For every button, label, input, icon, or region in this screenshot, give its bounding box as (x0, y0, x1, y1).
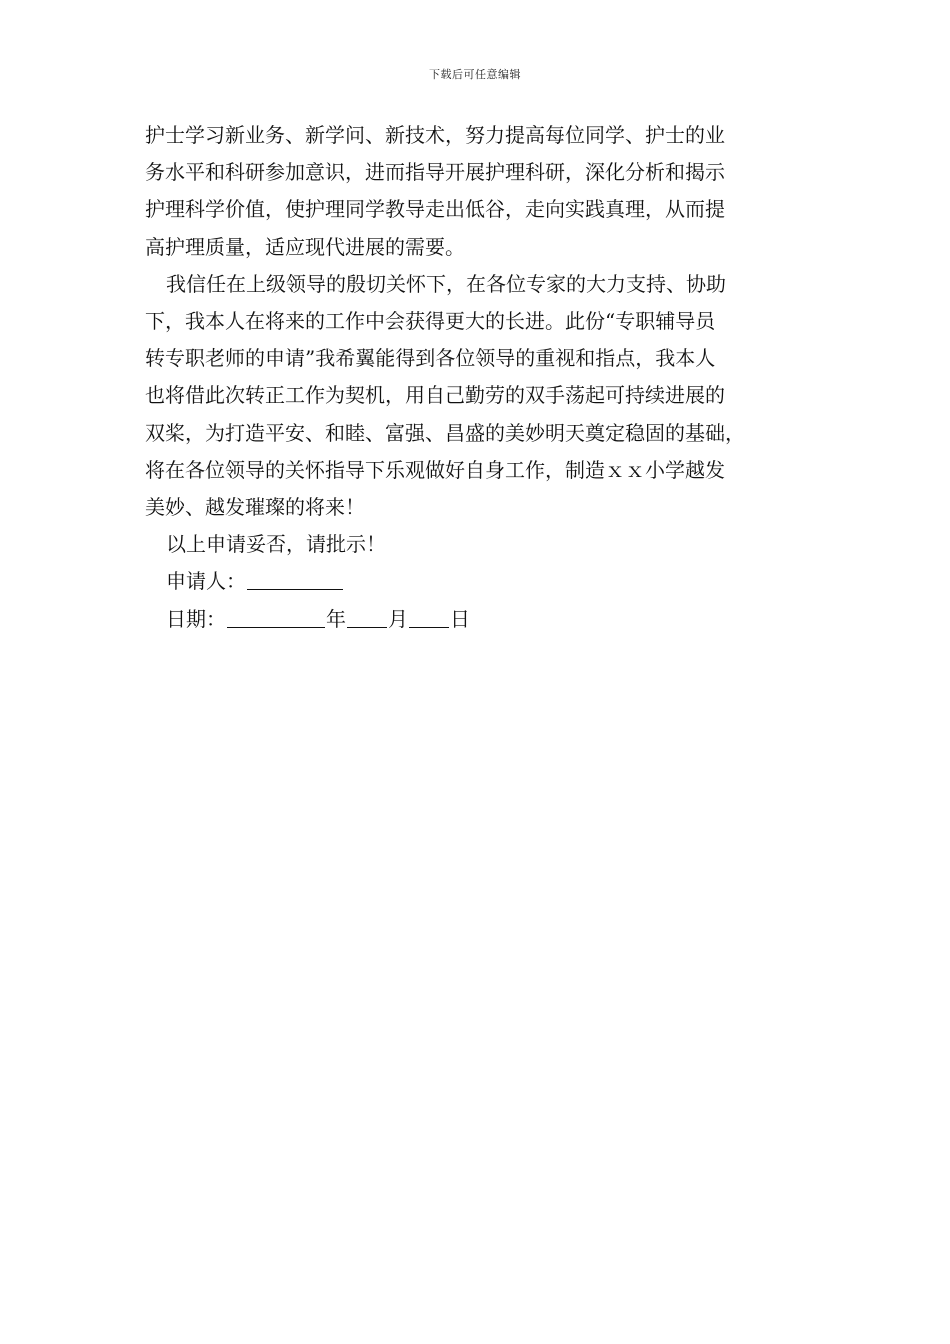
month-field[interactable] (347, 607, 387, 628)
applicant-name-field[interactable] (247, 569, 343, 590)
paragraph-1 (145, 117, 810, 266)
month-label: 月 (388, 606, 408, 631)
text-line: 务水平和科研参加意识，进而指导开展护理科研，深化分析和揭示 (145, 160, 725, 185)
text-line: 我信任在上级领导的殷切关怀下，在各位专家的大力支持、协助 (166, 271, 726, 296)
text-line: 双桨，为打造平安、和睦、富强、昌盛的美妙明天奠定稳固的基础， (145, 420, 745, 445)
text-line: 也将借此次转正工作为契机，用自己勤劳的双手荡起可持续进展的 (145, 383, 725, 408)
closing-line: 以上申请妥否，请批示！ (166, 532, 386, 557)
applicant-label: 申请人： (166, 569, 246, 594)
year-field[interactable] (227, 607, 325, 628)
date-label: 日期： (166, 606, 226, 631)
paragraph-2 (145, 266, 810, 526)
text-line: 转专职老师的申请”我希翼能得到各位领导的重视和指点，我本人 (145, 346, 716, 371)
date-line (145, 601, 810, 638)
text-line: 护士学习新业务、新学问、新技术，努力提高每位同学、护士的业 (145, 123, 725, 147)
year-label: 年 (326, 606, 346, 631)
text-line: 美妙、越发璀璨的将来！ (145, 495, 365, 520)
text-line: 将在各位领导的关怀指导下乐观做好自身工作，制造ｘｘ小学越发 (145, 457, 725, 482)
text-line: 护理科学价值，使护理同学教导走出低谷，走向实践真理，从而提 (145, 197, 725, 222)
day-field[interactable] (409, 607, 449, 628)
page-header: 下载后可任意编辑 (429, 68, 521, 81)
text-line: 下，我本人在将来的工作中会获得更大的长进。此份“专职辅导员 (145, 309, 716, 334)
text-line: 高护理质量，适应现代进展的需要。 (145, 234, 465, 259)
applicant-line (145, 563, 810, 600)
document-body (145, 117, 810, 638)
day-label: 日 (450, 606, 470, 631)
